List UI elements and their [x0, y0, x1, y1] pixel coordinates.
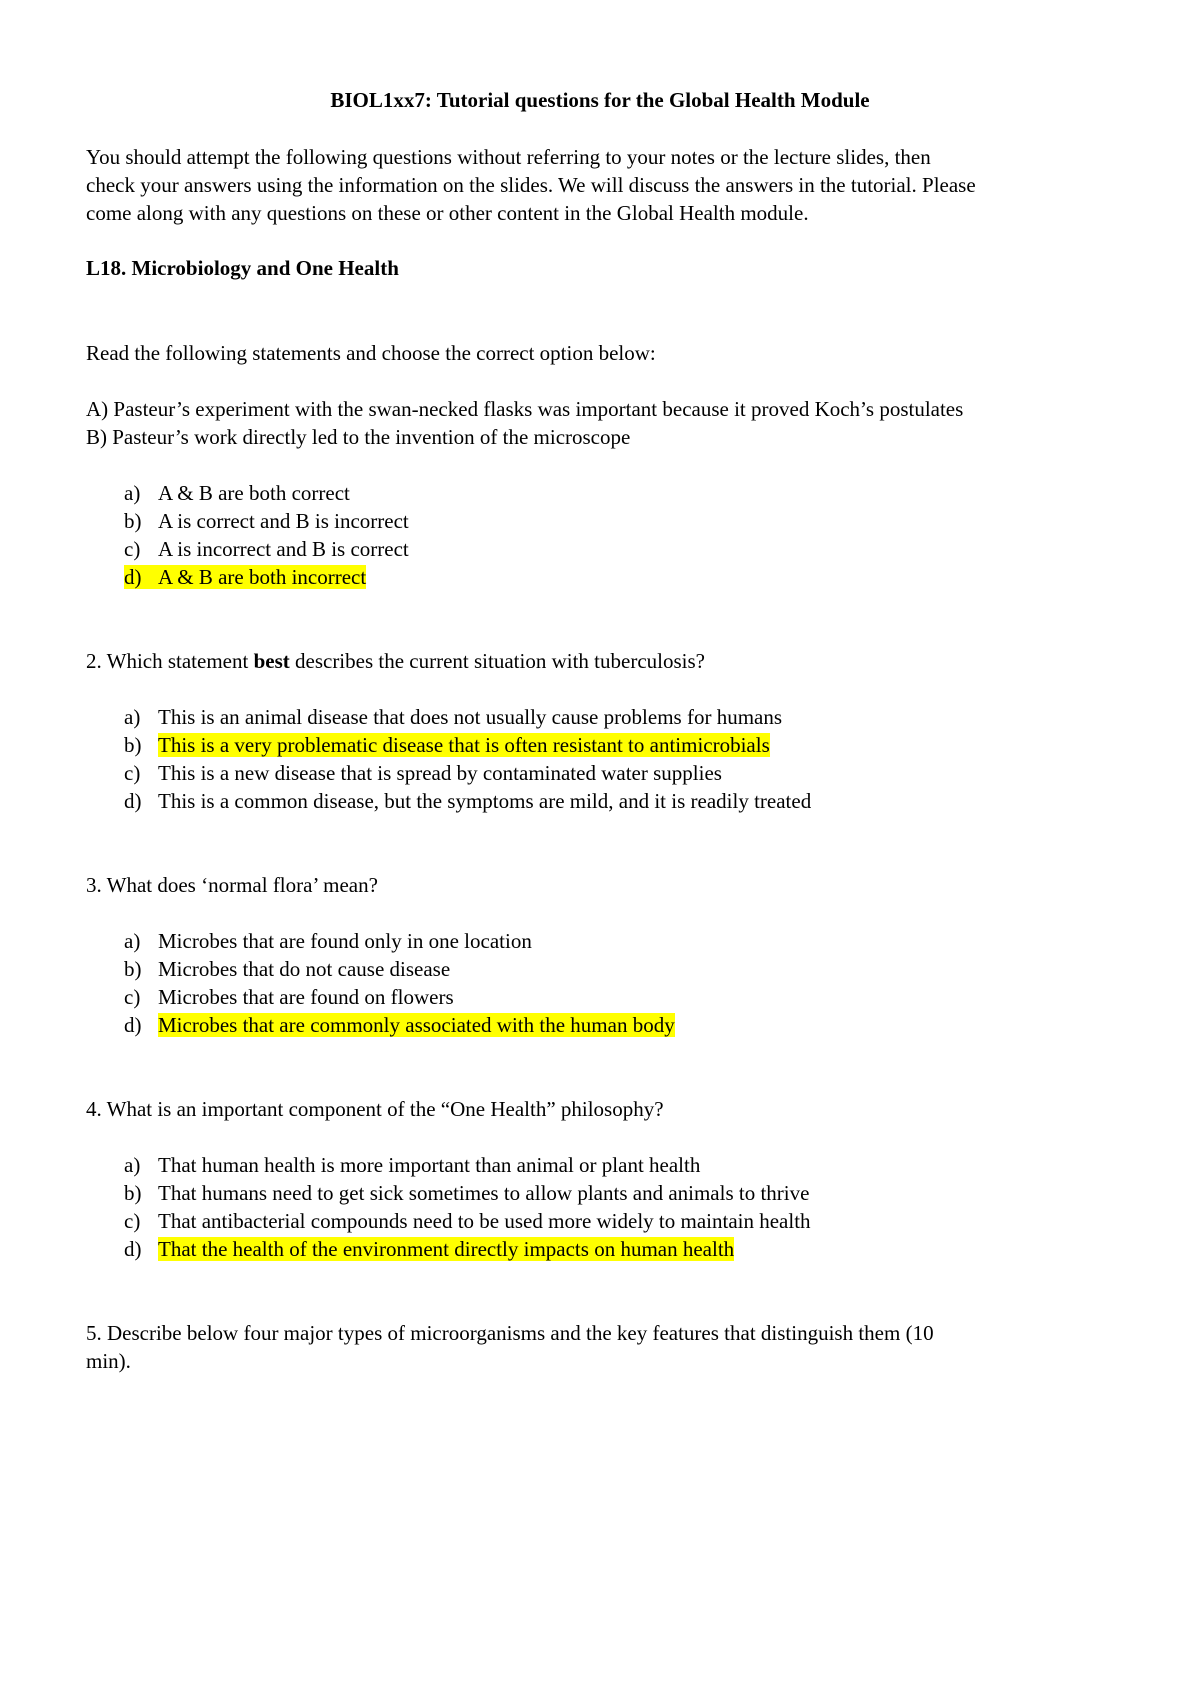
section-heading: L18. Microbiology and One Health	[86, 256, 399, 280]
option-letter: c)	[124, 1209, 141, 1233]
q1-prompt: Read the following statements and choose the correct option below:	[86, 341, 656, 365]
option-letter: d)	[124, 565, 142, 589]
q1-statement-b: B) Pasteur’s work directly led to the invention of the microscope	[86, 425, 631, 449]
option-text: That antibacterial compounds need to be used more widely to maintain health	[158, 1209, 811, 1233]
q2-prompt-bold: best	[253, 649, 290, 673]
option-text: This is a very problematic disease that is often resistant to antimicrobials	[158, 733, 770, 757]
option-letter: b)	[124, 957, 142, 981]
q3-option-d-answer	[124, 1011, 675, 1039]
option-letter: d)	[124, 789, 142, 813]
intro-line-3: come along with any questions on these or other content in the Global Health module.	[86, 201, 809, 225]
q1-option-b	[124, 507, 409, 535]
q3-option-a	[124, 927, 532, 955]
option-text: Microbes that are commonly associated with the human body	[158, 1013, 675, 1037]
q4-prompt: 4. What is an important component of the “One Health” philosophy?	[86, 1097, 664, 1121]
option-letter: d)	[124, 1237, 142, 1261]
q2-option-a	[124, 703, 782, 731]
q5-line-2: min).	[86, 1349, 131, 1373]
option-text: Microbes that are found only in one location	[158, 929, 532, 953]
q1-option-d-answer	[124, 563, 366, 591]
q2-prompt-post: describes the current situation with tuberculosis?	[289, 649, 705, 673]
option-letter: a)	[124, 481, 141, 505]
option-text: This is an animal disease that does not usually cause problems for humans	[158, 705, 783, 729]
option-text: A is correct and B is incorrect	[158, 509, 409, 533]
option-text: That the health of the environment directly impacts on human health	[158, 1237, 735, 1261]
q2-option-b-answer	[124, 731, 770, 759]
option-text: Microbes that do not cause disease	[158, 957, 451, 981]
q1-option-a	[124, 479, 350, 507]
option-letter: a)	[124, 1153, 141, 1177]
option-letter: d)	[124, 1013, 142, 1037]
option-letter: a)	[124, 929, 141, 953]
option-text: A is incorrect and B is correct	[158, 537, 409, 561]
q2-option-c	[124, 759, 722, 787]
q3-option-c	[124, 983, 454, 1011]
option-text: That humans need to get sick sometimes to allow plants and animals to thrive	[158, 1181, 810, 1205]
option-letter: a)	[124, 705, 141, 729]
intro-line-1: You should attempt the following questions without referring to your notes or the lecture slides, then	[86, 145, 931, 169]
q3-option-b	[124, 955, 450, 983]
option-text: A & B are both correct	[158, 481, 350, 505]
q2-prompt-pre: 2. Which statement	[86, 649, 254, 673]
option-text: This is a new disease that is spread by contaminated water supplies	[158, 761, 722, 785]
document-title: BIOL1xx7: Tutorial questions for the Global Health Module	[330, 88, 870, 112]
q2-prompt	[86, 647, 705, 675]
option-letter: c)	[124, 985, 141, 1009]
option-letter: b)	[124, 733, 142, 757]
q4-option-c	[124, 1207, 811, 1235]
q3-prompt: 3. What does ‘normal flora’ mean?	[86, 873, 378, 897]
option-text: This is a common disease, but the symptoms are mild, and it is readily treated	[158, 789, 812, 813]
q4-option-d-answer	[124, 1235, 734, 1263]
option-text: A & B are both incorrect	[158, 565, 367, 589]
q2-option-d	[124, 787, 811, 815]
option-text: That human health is more important than animal or plant health	[158, 1153, 701, 1177]
intro-line-2: check your answers using the information on the slides. We will discuss the answers in the tutorial. Please	[86, 173, 976, 197]
option-letter: b)	[124, 509, 142, 533]
q4-option-a	[124, 1151, 700, 1179]
q5-line-1: 5. Describe below four major types of microorganisms and the key features that distinguish them (10	[86, 1321, 934, 1345]
q1-option-c	[124, 535, 409, 563]
option-letter: c)	[124, 761, 141, 785]
option-letter: c)	[124, 537, 141, 561]
option-text: Microbes that are found on flowers	[158, 985, 454, 1009]
q4-option-b	[124, 1179, 809, 1207]
option-letter: b)	[124, 1181, 142, 1205]
q1-statement-a: A) Pasteur’s experiment with the swan-necked flasks was important because it proved Koch’s postulates	[86, 397, 964, 421]
